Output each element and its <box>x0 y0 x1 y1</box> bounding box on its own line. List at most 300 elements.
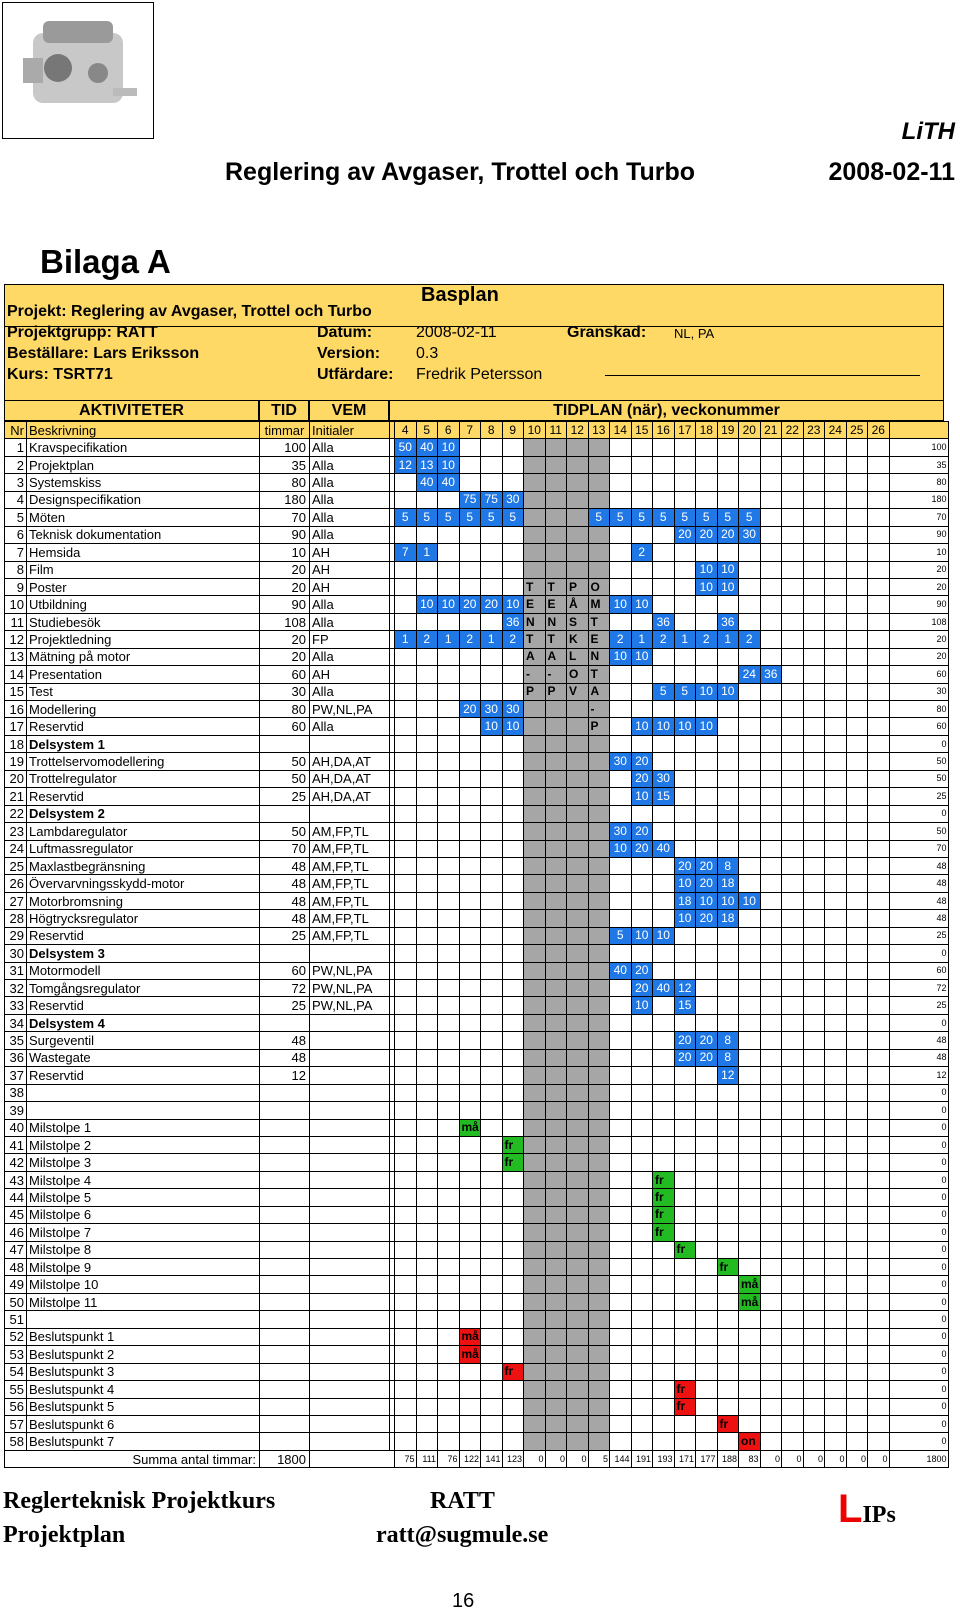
week-cell <box>868 526 890 543</box>
week-cell <box>739 596 761 613</box>
week-cell <box>588 910 610 927</box>
week-cell <box>438 857 460 874</box>
week-cell <box>674 1293 696 1310</box>
week-cell <box>588 1293 610 1310</box>
week-cell <box>610 1206 632 1223</box>
week-cell <box>610 1084 632 1101</box>
week-cell: fr <box>653 1206 675 1223</box>
week-cell: 30 <box>653 770 675 787</box>
row-hours: 48 <box>260 875 310 892</box>
week-cell <box>674 1311 696 1328</box>
week-cell <box>653 1293 675 1310</box>
week-cell <box>395 613 417 630</box>
week-cell <box>674 1276 696 1293</box>
week-cell <box>825 631 847 648</box>
row-hours <box>260 1346 310 1363</box>
week-cell <box>717 1171 739 1188</box>
week-cell <box>524 770 546 787</box>
row-hours <box>260 1328 310 1345</box>
row-total: 80 <box>889 701 948 718</box>
row-hours: 60 <box>260 666 310 683</box>
week-cell <box>631 1346 653 1363</box>
week-cell <box>502 683 524 700</box>
row-description: Luftmassregulator <box>27 840 260 857</box>
week-cell <box>674 1014 696 1031</box>
week-cell <box>782 1189 804 1206</box>
nr-header: Nr <box>5 422 27 439</box>
week-cell <box>481 945 503 962</box>
week-cell <box>502 561 524 578</box>
week-cell <box>631 561 653 578</box>
row-hours: 60 <box>260 962 310 979</box>
summa-week: 122 <box>459 1450 481 1467</box>
week-cell <box>739 840 761 857</box>
week-cell <box>760 1102 782 1119</box>
row-description: Systemskiss <box>27 474 260 491</box>
week-cell <box>760 631 782 648</box>
week-cell <box>825 596 847 613</box>
week-cell: 1 <box>481 631 503 648</box>
week-cell <box>438 1241 460 1258</box>
week-cell <box>696 648 718 665</box>
week-cell <box>502 875 524 892</box>
week-cell: N <box>524 613 546 630</box>
table-row <box>5 910 949 927</box>
week-cell <box>674 927 696 944</box>
week-cell <box>545 718 567 735</box>
week-cell: 20 <box>674 1049 696 1066</box>
week-cell <box>760 1171 782 1188</box>
week-cell <box>696 927 718 944</box>
week-cell <box>610 1032 632 1049</box>
week-cell <box>588 561 610 578</box>
week-cell <box>438 840 460 857</box>
week-cell <box>459 1398 481 1415</box>
week-cell <box>545 1189 567 1206</box>
row-number: 37 <box>5 1067 27 1084</box>
row-hours: 50 <box>260 823 310 840</box>
week-cell <box>395 1119 417 1136</box>
week-cell <box>674 596 696 613</box>
week-cell <box>588 1189 610 1206</box>
week-cell <box>739 1259 761 1276</box>
week-cell: P <box>567 578 589 595</box>
row-description: Milstolpe 7 <box>27 1224 260 1241</box>
week-cell <box>868 980 890 997</box>
row-hours <box>260 1381 310 1398</box>
week-cell <box>846 823 868 840</box>
table-row <box>5 1067 949 1084</box>
week-cell <box>438 770 460 787</box>
row-initials: Alla <box>310 509 390 526</box>
row-description: Beslutspunkt 2 <box>27 1346 260 1363</box>
week-cell <box>524 1259 546 1276</box>
week-cell: 10 <box>674 910 696 927</box>
table-row <box>5 1241 949 1258</box>
week-cell <box>760 701 782 718</box>
week-cell <box>696 544 718 561</box>
week-cell <box>782 491 804 508</box>
week-cell <box>653 1433 675 1450</box>
week-cell <box>760 840 782 857</box>
week-cell <box>610 561 632 578</box>
week-cell: N <box>588 648 610 665</box>
week-cell <box>803 875 825 892</box>
week-cell <box>739 1014 761 1031</box>
week-cell <box>459 578 481 595</box>
row-description: Poster <box>27 578 260 595</box>
week-cell <box>502 840 524 857</box>
week-cell <box>588 474 610 491</box>
week-cell <box>782 1293 804 1310</box>
week-cell: 20 <box>696 526 718 543</box>
week-cell <box>653 997 675 1014</box>
week-cell <box>868 456 890 473</box>
week-cell <box>760 770 782 787</box>
week-cell <box>782 945 804 962</box>
week-cell: 10 <box>502 718 524 735</box>
week-cell: 1 <box>395 631 417 648</box>
row-initials <box>310 1415 390 1432</box>
week-cell: må <box>459 1119 481 1136</box>
week-cell <box>825 509 847 526</box>
row-description: Film <box>27 561 260 578</box>
row-description: Beslutspunkt 6 <box>27 1415 260 1432</box>
week-cell <box>782 631 804 648</box>
week-cell <box>674 1119 696 1136</box>
row-total: 30 <box>889 683 948 700</box>
week-cell <box>567 788 589 805</box>
week-cell <box>782 1154 804 1171</box>
row-hours <box>260 1102 310 1119</box>
week-cell <box>760 997 782 1014</box>
week-cell <box>545 1259 567 1276</box>
week-cell <box>610 788 632 805</box>
week-cell <box>588 439 610 456</box>
week-cell <box>567 927 589 944</box>
week-cell <box>674 753 696 770</box>
row-hours: 72 <box>260 980 310 997</box>
week-cell <box>416 892 438 909</box>
week-cell <box>696 456 718 473</box>
week-cell <box>502 544 524 561</box>
week-cell <box>524 1346 546 1363</box>
week-cell <box>438 1224 460 1241</box>
week-cell <box>416 823 438 840</box>
row-initials <box>310 1154 390 1171</box>
week-cell <box>653 1102 675 1119</box>
week-cell <box>588 1381 610 1398</box>
week-cell <box>610 1293 632 1310</box>
week-cell: 5 <box>653 683 675 700</box>
week-cell: fr <box>717 1259 739 1276</box>
week-cell <box>524 1381 546 1398</box>
summa-week: 75 <box>395 1450 417 1467</box>
week-cell <box>696 1224 718 1241</box>
row-number: 12 <box>5 631 27 648</box>
week-cell: fr <box>653 1189 675 1206</box>
week-cell <box>438 648 460 665</box>
week-cell <box>825 613 847 630</box>
week-cell <box>825 1363 847 1380</box>
week-cell <box>825 578 847 595</box>
week-cell <box>803 1293 825 1310</box>
week-cell <box>502 1293 524 1310</box>
week-cell <box>545 1346 567 1363</box>
row-total: 100 <box>889 439 948 456</box>
footer-doc: Projektplan <box>3 1522 126 1548</box>
table-row <box>5 1398 949 1415</box>
week-cell <box>782 1084 804 1101</box>
week-cell <box>803 1084 825 1101</box>
week-cell <box>760 823 782 840</box>
week-cell <box>416 1119 438 1136</box>
week-cell <box>825 439 847 456</box>
row-hours: 25 <box>260 788 310 805</box>
row-total: 0 <box>889 1293 948 1310</box>
week-cell <box>653 823 675 840</box>
week-cell <box>653 1014 675 1031</box>
week-cell <box>653 1259 675 1276</box>
week-cell: P <box>588 718 610 735</box>
week-cell <box>395 805 417 822</box>
row-number: 3 <box>5 474 27 491</box>
week-cell <box>416 1363 438 1380</box>
week-cell <box>395 648 417 665</box>
row-number: 38 <box>5 1084 27 1101</box>
week-cell <box>416 770 438 787</box>
week-cell <box>739 1241 761 1258</box>
week-cell <box>524 561 546 578</box>
week-cell <box>868 474 890 491</box>
week-cell: 18 <box>717 910 739 927</box>
row-initials: AM,FP,TL <box>310 857 390 874</box>
week-cell <box>782 613 804 630</box>
week-cell <box>610 1311 632 1328</box>
week-cell <box>416 1154 438 1171</box>
week-cell <box>760 753 782 770</box>
week-cell <box>567 823 589 840</box>
week-cell: 20 <box>696 875 718 892</box>
week-cell <box>481 1119 503 1136</box>
week-cell <box>588 1241 610 1258</box>
week-cell <box>760 613 782 630</box>
week-cell <box>674 439 696 456</box>
table-row <box>5 980 949 997</box>
week-cell <box>567 1206 589 1223</box>
week-cell <box>459 1415 481 1432</box>
row-description: Tomgångsregulator <box>27 980 260 997</box>
week-cell <box>481 962 503 979</box>
week-cell <box>739 701 761 718</box>
lips-logo: LIPs <box>838 1487 896 1531</box>
week-cell <box>481 1014 503 1031</box>
week-cell <box>868 596 890 613</box>
week-cell <box>567 1119 589 1136</box>
week-cell <box>567 892 589 909</box>
week-cell <box>696 1415 718 1432</box>
week-cell <box>825 1346 847 1363</box>
table-row <box>5 1032 949 1049</box>
week-cell <box>416 526 438 543</box>
week-cell: 10 <box>674 875 696 892</box>
row-total: 72 <box>889 980 948 997</box>
week-cell <box>459 857 481 874</box>
week-cell <box>631 526 653 543</box>
week-cell: 30 <box>610 823 632 840</box>
week-cell <box>696 1154 718 1171</box>
week-cell: 2 <box>739 631 761 648</box>
week-cell <box>502 788 524 805</box>
week-cell <box>481 1067 503 1084</box>
row-total: 0 <box>889 1328 948 1345</box>
week-cell <box>567 875 589 892</box>
week-cell <box>782 474 804 491</box>
week-cell <box>545 1241 567 1258</box>
row-number: 11 <box>5 613 27 630</box>
row-initials: AH <box>310 561 390 578</box>
week-cell <box>631 857 653 874</box>
week-cell <box>459 840 481 857</box>
week-cell <box>502 892 524 909</box>
week-cell: 2 <box>502 631 524 648</box>
week-header: 9 <box>502 422 524 439</box>
week-cell <box>760 788 782 805</box>
row-number: 17 <box>5 718 27 735</box>
summa-week: 141 <box>481 1450 503 1467</box>
week-cell <box>459 1311 481 1328</box>
week-cell <box>653 544 675 561</box>
row-number: 4 <box>5 491 27 508</box>
week-cell <box>545 491 567 508</box>
week-cell <box>610 1171 632 1188</box>
week-cell <box>502 753 524 770</box>
week-cell <box>416 1328 438 1345</box>
week-cell <box>846 1241 868 1258</box>
row-initials <box>310 1119 390 1136</box>
week-header: 24 <box>825 422 847 439</box>
week-cell <box>696 1067 718 1084</box>
row-hours <box>260 1241 310 1258</box>
week-cell <box>868 666 890 683</box>
row-hours <box>260 1259 310 1276</box>
week-cell: 10 <box>696 892 718 909</box>
week-cell <box>502 1241 524 1258</box>
week-cell <box>395 875 417 892</box>
week-cell <box>481 1398 503 1415</box>
week-cell <box>438 1346 460 1363</box>
week-header: 11 <box>545 422 567 439</box>
week-cell: 10 <box>502 596 524 613</box>
divider <box>4 326 944 327</box>
week-cell <box>588 840 610 857</box>
week-cell <box>395 1189 417 1206</box>
week-cell <box>717 823 739 840</box>
week-cell <box>717 1206 739 1223</box>
week-cell <box>760 910 782 927</box>
row-description: Projektplan <box>27 456 260 473</box>
week-cell <box>567 509 589 526</box>
week-cell <box>567 1084 589 1101</box>
week-cell <box>674 544 696 561</box>
week-cell <box>717 439 739 456</box>
week-cell <box>610 1259 632 1276</box>
table-row <box>5 823 949 840</box>
week-cell: 20 <box>459 596 481 613</box>
week-cell <box>545 770 567 787</box>
row-initials: Alla <box>310 613 390 630</box>
week-cell <box>717 1084 739 1101</box>
week-cell <box>438 1102 460 1119</box>
week-cell <box>459 613 481 630</box>
week-cell <box>782 1067 804 1084</box>
week-cell <box>395 1084 417 1101</box>
week-cell <box>760 1136 782 1153</box>
week-cell <box>717 1311 739 1328</box>
week-cell <box>631 805 653 822</box>
week-cell <box>395 753 417 770</box>
row-hours: 48 <box>260 910 310 927</box>
week-cell <box>524 945 546 962</box>
week-cell <box>825 945 847 962</box>
summa-week: 0 <box>868 1450 890 1467</box>
week-cell: 5 <box>416 509 438 526</box>
week-cell <box>438 578 460 595</box>
week-cell <box>674 805 696 822</box>
document-date: 2008-02-11 <box>828 158 955 186</box>
row-initials: Alla <box>310 526 390 543</box>
row-initials <box>310 1206 390 1223</box>
week-header: 22 <box>782 422 804 439</box>
week-cell <box>846 927 868 944</box>
row-description: Milstolpe 2 <box>27 1136 260 1153</box>
week-header: 19 <box>717 422 739 439</box>
table-row <box>5 770 949 787</box>
row-total: 20 <box>889 648 948 665</box>
week-cell: 2 <box>459 631 481 648</box>
week-cell <box>868 1311 890 1328</box>
week-cell <box>782 1014 804 1031</box>
week-cell <box>438 823 460 840</box>
week-cell <box>610 701 632 718</box>
week-cell <box>502 1067 524 1084</box>
week-cell <box>825 491 847 508</box>
week-cell <box>545 1363 567 1380</box>
week-cell <box>395 1276 417 1293</box>
vem-header: VEM <box>309 400 389 421</box>
week-cell: 30 <box>739 526 761 543</box>
week-cell <box>416 927 438 944</box>
summa-week: 0 <box>760 1450 782 1467</box>
week-cell <box>438 735 460 752</box>
week-cell: 40 <box>653 840 675 857</box>
week-cell <box>739 875 761 892</box>
week-cell <box>868 1102 890 1119</box>
week-cell <box>846 666 868 683</box>
week-cell <box>739 456 761 473</box>
week-cell <box>481 927 503 944</box>
week-cell: 20 <box>631 980 653 997</box>
row-number: 55 <box>5 1381 27 1398</box>
kurs-line: Kurs: TSRT71 <box>7 366 113 383</box>
week-cell <box>395 596 417 613</box>
row-total: 25 <box>889 788 948 805</box>
week-cell <box>524 1433 546 1450</box>
week-cell <box>739 439 761 456</box>
row-hours: 48 <box>260 1032 310 1049</box>
week-cell <box>545 701 567 718</box>
week-cell <box>760 857 782 874</box>
